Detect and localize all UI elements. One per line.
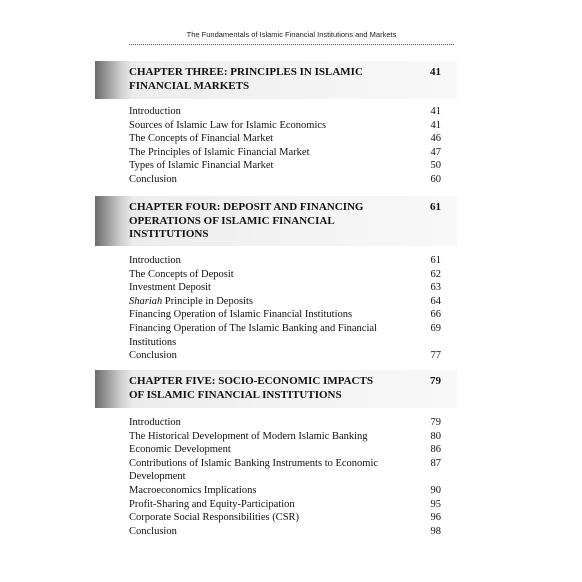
- chapter-page-number: 41: [430, 66, 441, 78]
- toc-entry: Introduction 61: [129, 255, 441, 266]
- toc-entry: Profit-Sharing and Equity-Participation 95: [129, 498, 441, 510]
- chapter-title: CHAPTER THREE: PRINCIPLES IN ISLAMIC FINANCIAL MARKETS: [129, 66, 363, 92]
- chapter-title: CHAPTER FIVE: SOCIO-ECONOMIC IMPACTS OF ISLAMIC FINANCIAL INSTITUTIONS: [129, 375, 373, 401]
- toc-entry: Conclusion 60: [129, 173, 441, 185]
- toc-entry: Financing Operation of The Islamic Banking and Financial Institutions 69: [129, 322, 441, 348]
- toc-entry: The Principles of Islamic Financial Market 47: [129, 146, 441, 158]
- chapter-three-heading: [95, 61, 457, 99]
- chapter-five-heading: [95, 370, 457, 408]
- toc-entry: Economic Development 86: [129, 444, 441, 456]
- toc-entry: Investment Deposit 63: [129, 282, 441, 294]
- chapter-four-entries: [129, 254, 441, 363]
- running-head: The Fundamentals of Islamic Financial Institutions and Markets: [186, 30, 397, 39]
- toc-entry: Introduction 41: [129, 106, 441, 117]
- toc-entry: Conclusion 77: [129, 350, 441, 362]
- toc-entry: Introduction 79: [129, 417, 441, 428]
- toc-entry: Macroeconomics Implications 90: [129, 484, 441, 496]
- chapter-title: CHAPTER FOUR: DEPOSIT AND FINANCING OPERATIONS OF ISLAMIC FINANCIAL INSTITUTIONS: [129, 201, 364, 240]
- chapter-three-entries: [129, 105, 441, 187]
- toc-entry: The Concepts of Deposit 62: [129, 268, 441, 280]
- chapter-four-heading: [95, 196, 457, 246]
- toc-entry: Corporate Social Responsibilities (CSR) 96: [129, 512, 441, 524]
- toc-entry: The Concepts of Financial Market 46: [129, 133, 441, 145]
- toc-entry: The Historical Development of Modern Islamic Banking 80: [129, 430, 441, 442]
- toc-entry: Types of Islamic Financial Market 50: [129, 160, 441, 172]
- toc-entry: Sources of Islamic Law for Islamic Economics 41: [129, 119, 441, 131]
- chapter-page-number: 61: [430, 201, 441, 213]
- toc-entry: Contributions of Islamic Banking Instruments to Economic Development 87: [129, 457, 441, 483]
- toc-entry: Shariah Principle in Deposits 64: [129, 295, 441, 307]
- chapter-page-number: 79: [430, 375, 441, 387]
- chapter-five-entries: [129, 416, 441, 538]
- header-dotted-rule: [129, 44, 454, 45]
- italic-term: Shariah: [129, 295, 163, 307]
- toc-entry: Conclusion 98: [129, 525, 441, 537]
- toc-entry: Financing Operation of Islamic Financial Institutions 66: [129, 309, 441, 321]
